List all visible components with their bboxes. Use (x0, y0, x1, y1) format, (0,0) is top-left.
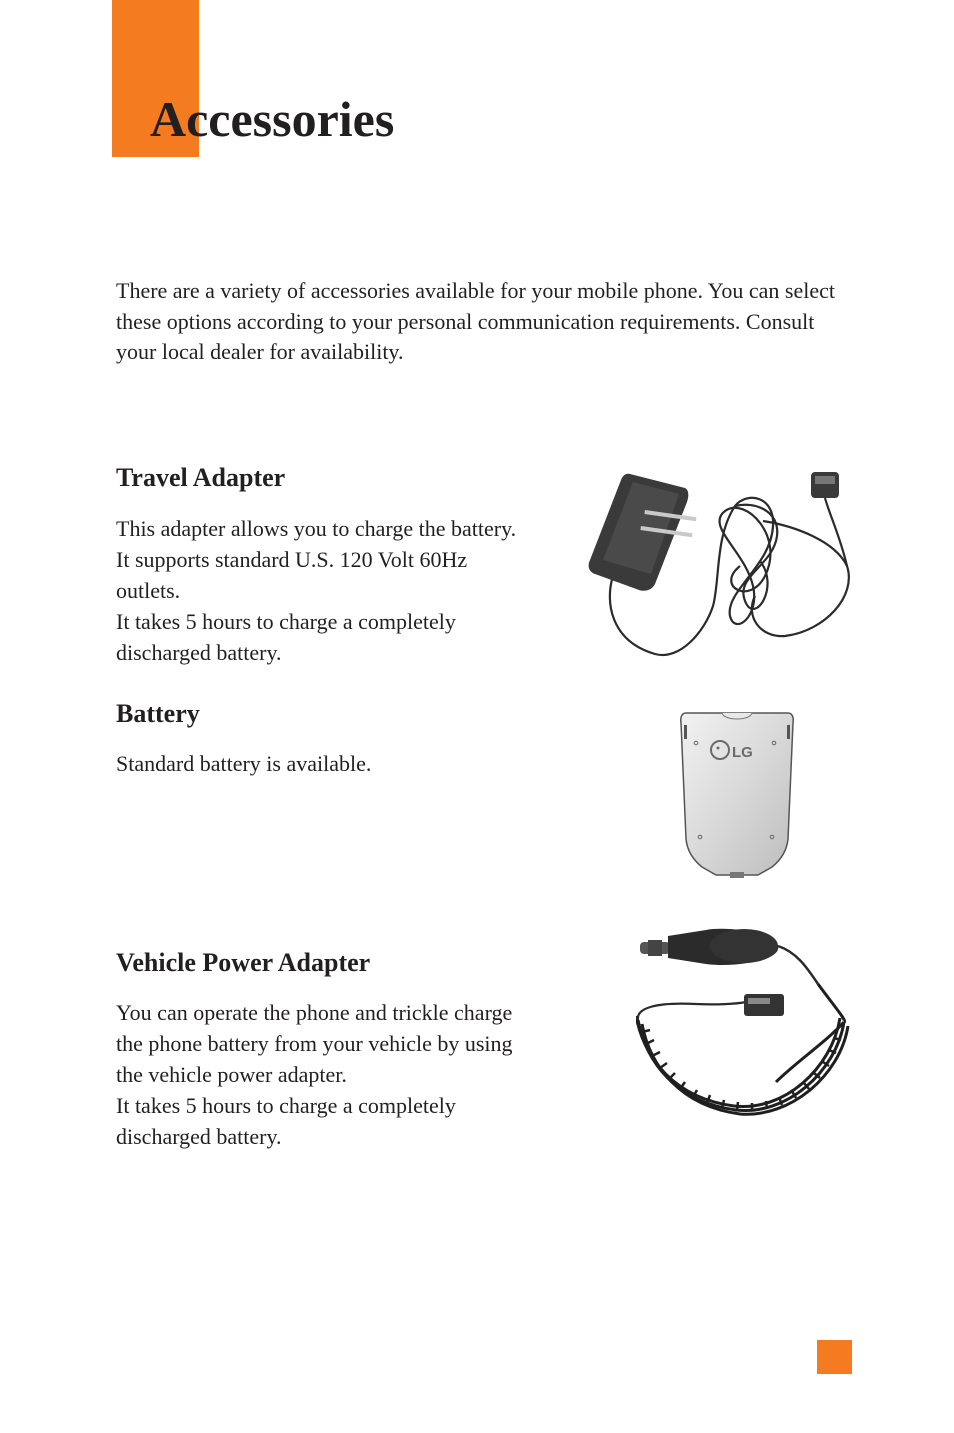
battery-heading: Battery (116, 699, 200, 728)
intro-paragraph: There are a variety of accessories available for your mobile phone. You can select these options according to your personal communication requirements. Consult your local dealer for availability. (116, 278, 835, 364)
travel-adapter-heading: Travel Adapter (116, 463, 286, 492)
vehicle-power-adapter-description (116, 997, 513, 1152)
lg-logo: LG (732, 744, 753, 761)
page-title: Accessories (150, 91, 395, 147)
battery-description (116, 748, 371, 779)
text-line: outlets. (116, 578, 181, 603)
text-line: Standard battery is available. (116, 751, 372, 776)
text-line: the phone battery from your vehicle by using (116, 1031, 513, 1056)
text-line: It supports standard U.S. 120 Volt 60Hz (116, 547, 468, 572)
text-line: It takes 5 hours to charge a completely (116, 1093, 456, 1118)
text-line: It takes 5 hours to charge a completely (116, 609, 456, 634)
page-marker (817, 1340, 852, 1374)
vehicle-power-adapter-heading: Vehicle Power Adapter (116, 948, 371, 977)
text-line: This adapter allows you to charge the battery. (116, 516, 517, 541)
text-line: the vehicle power adapter. (116, 1062, 347, 1087)
travel-adapter-description (116, 513, 516, 668)
travel-adapter-image (585, 466, 855, 662)
text-line: discharged battery. (116, 640, 282, 665)
vehicle-power-adapter-image (636, 922, 852, 1122)
battery-image (676, 709, 798, 879)
text-line: You can operate the phone and trickle charge (116, 1000, 513, 1025)
text-line: discharged battery. (116, 1124, 282, 1149)
